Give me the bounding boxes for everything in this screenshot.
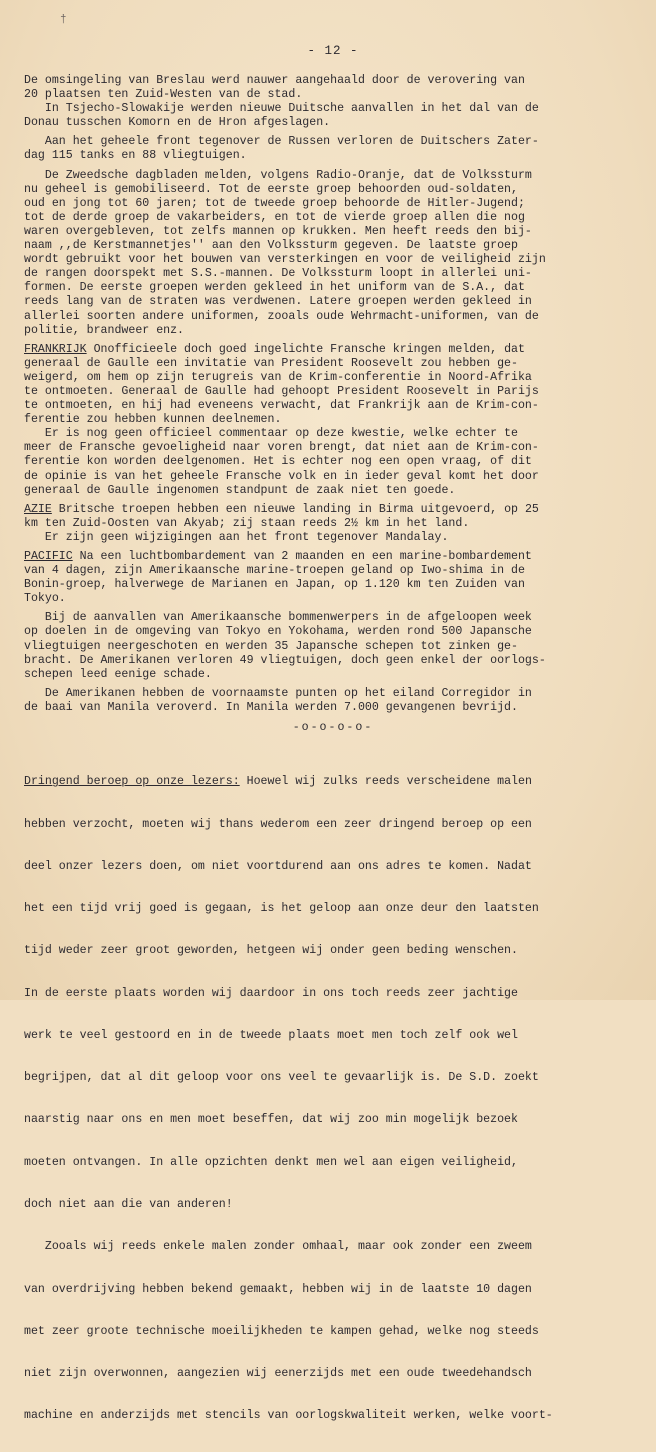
text-line: te ontmoeten. Generaal de Gaulle had gehoopt President Roosevelt in Parijs bbox=[24, 384, 539, 398]
text-line-content: Onofficieele doch goed ingelichte Fransche kringen melden, dat bbox=[86, 342, 525, 356]
text-line: bracht. De Amerikanen verloren 49 vliegtuigen, doch geen enkel der oorlogs- bbox=[24, 653, 546, 667]
text-line: allerlei soorten andere uniformen, zooals oude Wehrmacht-uniformen, van de bbox=[24, 309, 539, 323]
appeal-line: het een tijd vrij goed is gegaan, is het geloop aan onze deur den laatsten bbox=[24, 902, 539, 916]
text-line: generaal de Gaulle ingenomen standpunt de zaak niet ten goede. bbox=[24, 483, 456, 497]
text-line: Er zijn geen wijzigingen aan het front tegenover Mandalay. bbox=[24, 530, 449, 544]
appeal-line: tijd weder zeer groot geworden, hetgeen wij onder geen beding wenschen. bbox=[24, 944, 518, 958]
text-line: 20 plaatsen ten Zuid-Westen van de stad. bbox=[24, 88, 303, 102]
appeal-line: met zeer groote technische moeilijkheden te kampen gehad, welke nog steeds bbox=[24, 1324, 539, 1338]
appeal-line: moeten ontvangen. In alle opzichten denkt men wel aan eigen veiligheid, bbox=[24, 1155, 518, 1169]
text-line: De Amerikanen hebben de voornaamste punten op het eiland Corregidor in bbox=[24, 686, 532, 700]
text-line: Tokyo. bbox=[24, 592, 66, 606]
text-line: naam ,,de Kerstmannetjes'' aan den Volkssturm gegeven. De laatste groep bbox=[24, 239, 518, 253]
appeal-line: hebben verzocht, moeten wij thans wederom een zeer dringend beroep op een bbox=[24, 817, 532, 831]
paragraph bbox=[24, 169, 642, 338]
text-line: nu geheel is gemobiliseerd. Tot de eerste groep behoorden oud-soldaten, bbox=[24, 182, 518, 196]
text-line: op doelen in de omgeving van Tokyo en Yokohama, werden rond 500 Japansche bbox=[24, 625, 532, 639]
appeal-heading: Dringend beroep op onze lezers: bbox=[24, 775, 240, 789]
section-separator: -o-o-o-o- bbox=[292, 721, 374, 735]
section-frankrijk-paragraph bbox=[24, 343, 642, 498]
text-line: dag 115 tanks en 88 vliegtuigen. bbox=[24, 149, 247, 163]
text-line: de opinie is van het geheele Fransche volk en in ieder geval komt het door bbox=[24, 469, 539, 483]
text-line-content: Britsche troepen hebben een nieuwe landing in Birma uitgevoerd, op 25 bbox=[51, 502, 539, 516]
corner-mark: † bbox=[60, 14, 67, 26]
appeal-line: naarstig naar ons en men moet beseffen, dat wij zoo min mogelijk bezoek bbox=[24, 1113, 518, 1127]
text-line: Donau tusschen Komorn en de Hron afgeslagen. bbox=[24, 116, 331, 130]
text-line: meer de Fransche gevoeligheid naar voren brengt, dat niet aan de Krim-con- bbox=[24, 441, 539, 455]
text-line: van 4 dagen, zijn Amerikaansche marine-troepen geland op Iwo-shima in de bbox=[24, 564, 525, 578]
text-line: te ontmoeten, en hij had eveneens verwacht, dat Frankrijk aan de Krim-con- bbox=[24, 399, 539, 413]
section-heading: FRANKRIJK bbox=[24, 342, 87, 356]
text-line: oud en jong tot 60 jaren; tot de tweede groep behoorde de Hitler-Jugend; bbox=[24, 196, 525, 210]
appeal-line: begrijpen, dat al dit geloop voor ons veel te gevaarlijk is. De S.D. zoekt bbox=[24, 1071, 539, 1085]
appeal-line: van overdrijving hebben bekend gemaakt, hebben wij in de laatste 10 dagen bbox=[24, 1282, 532, 1296]
appeal-paragraph bbox=[24, 747, 642, 1452]
text-line: km ten Zuid-Oosten van Akyab; zij staan reeds 2½ km in het land. bbox=[24, 516, 470, 530]
appeal-line: werk te veel gestoord en in de tweede plaats moet men toch zelf ook wel bbox=[24, 1028, 518, 1042]
text-line: de baai van Manila veroverd. In Manila werden 7.000 gevangenen bevrijd. bbox=[24, 700, 518, 714]
text-line: tot de derde groep de vakarbeiders, en tot de vierde groep allen die nog bbox=[24, 210, 525, 224]
section-azie-paragraph bbox=[24, 503, 642, 545]
appeal-line: Hoewel wij zulks reeds verscheidene malen bbox=[239, 775, 532, 789]
section-pacific-paragraph bbox=[24, 550, 642, 606]
text-line: vliegtuigen neergeschoten en werden 35 Japansche schepen tot zinken ge- bbox=[24, 639, 518, 653]
paragraph bbox=[24, 687, 642, 715]
paragraph bbox=[24, 135, 642, 163]
text-line: In Tsjecho-Slowakije werden nieuwe Duitsche aanvallen in het dal van de bbox=[24, 102, 539, 116]
text-line: reeds lang van de straten was verdwenen. Latere groepen werden gekleed in bbox=[24, 295, 532, 309]
text-line bbox=[24, 343, 642, 357]
text-line: waren overgebleven, tot zelfs mannen op krukken. Men heeft reeds den bij- bbox=[24, 224, 532, 238]
paragraph bbox=[24, 74, 642, 130]
text-line: De Zweedsche dagbladen melden, volgens Radio-Oranje, dat de Volkssturm bbox=[24, 168, 532, 182]
text-line: formen. De eerste groepen werden gekleed in het uniform van de S.A., dat bbox=[24, 281, 525, 295]
text-line: Er is nog geen officieel commentaar op deze kwestie, welke echter te bbox=[24, 427, 518, 441]
text-line-content: Na een luchtbombardement van 2 maanden en een marine-bombardement bbox=[72, 550, 532, 563]
appeal-line: doch niet aan die van anderen! bbox=[24, 1198, 233, 1212]
text-line: wordt gebruikt voor het bouwen van versterkingen en voor de veiligheid zijn bbox=[24, 253, 546, 267]
document-body bbox=[24, 74, 642, 715]
text-line: De omsingeling van Breslau werd nauwer aangehaald door de verovering van bbox=[24, 74, 525, 87]
paragraph bbox=[24, 611, 642, 681]
section-heading: AZIE bbox=[24, 502, 52, 516]
appeal-line: niet zijn overwonnen, aangezien wij eenerzijds met een oude tweedehandsch bbox=[24, 1367, 532, 1381]
appeal-line: machine en anderzijds met stencils van oorlogskwaliteit werken, welke voort- bbox=[24, 1409, 553, 1423]
text-line: de rangen doorspekt met S.S.-mannen. De Volkssturm loopt in allerlei uni- bbox=[24, 267, 532, 281]
text-line: weigerd, om hem op zijn terugreis van de Krim-conferentie in Noord-Afrika bbox=[24, 370, 532, 384]
appeal-line: deel onzer lezers doen, om niet voortdurend aan ons adres te komen. Nadat bbox=[24, 859, 532, 873]
section-heading: PACIFIC bbox=[24, 550, 73, 563]
page-number: - 12 - bbox=[307, 44, 359, 58]
appeal-first-line bbox=[24, 775, 642, 789]
text-line: politie, brandweer enz. bbox=[24, 323, 185, 337]
text-line: Aan het geheele front tegenover de Russen verloren de Duitschers Zater- bbox=[24, 135, 539, 149]
text-line bbox=[24, 550, 642, 564]
text-line bbox=[24, 503, 642, 517]
text-line: ferentie kon worden deelgenomen. Het is echter nog een open vraag, of dit bbox=[24, 455, 532, 469]
appeal-line: In de eerste plaats worden wij daardoor in ons toch reeds zeer jachtige bbox=[24, 986, 518, 1000]
text-line: Bonin-groep, halverwege de Marianen en Japan, op 1.120 km ten Zuiden van bbox=[24, 578, 525, 592]
appeal-line: Zooals wij reeds enkele malen zonder omhaal, maar ook zonder een zweem bbox=[24, 1240, 532, 1254]
text-line: generaal de Gaulle een invitatie van President Roosevelt zou hebben ge- bbox=[24, 356, 518, 370]
text-line: ferentie zou hebben kunnen deelnemen. bbox=[24, 413, 282, 427]
text-line: Bij de aanvallen van Amerikaansche bommenwerpers in de afgeloopen week bbox=[24, 611, 532, 625]
text-line: schepen leed eenige schade. bbox=[24, 667, 212, 681]
